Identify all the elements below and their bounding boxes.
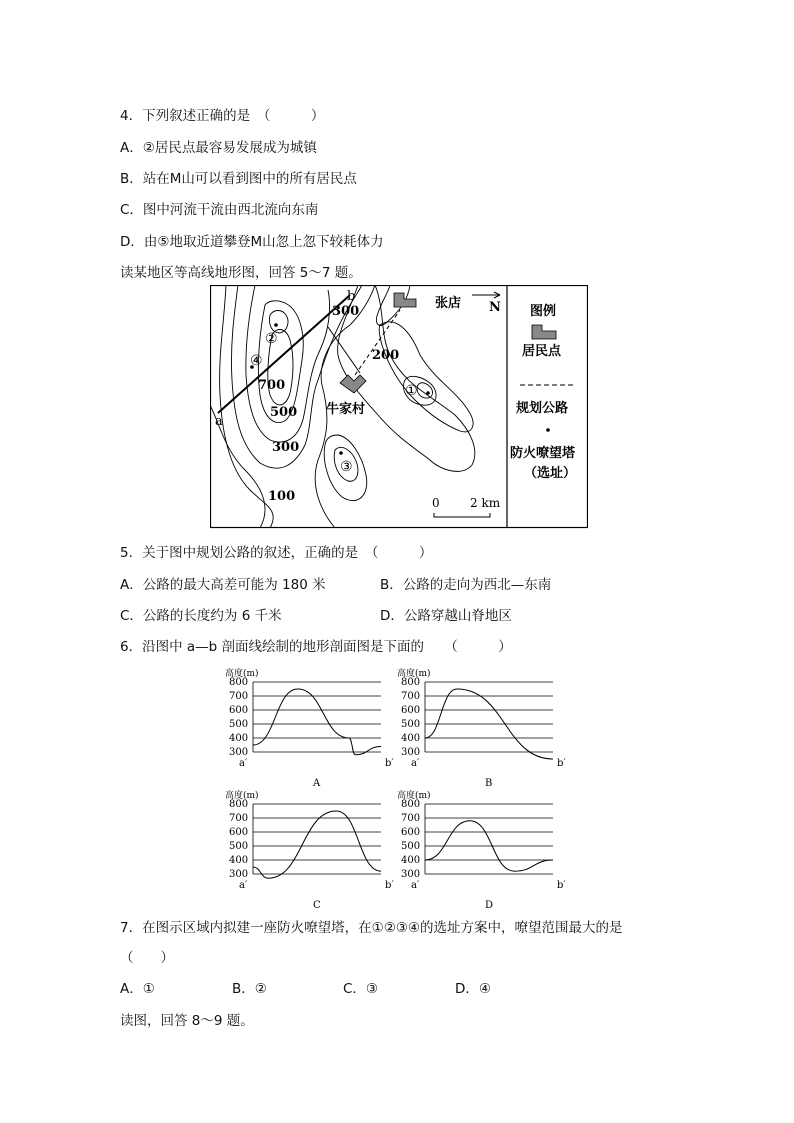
profile-b-line (425, 689, 553, 759)
legend-tower-label-2: （选址） (524, 466, 577, 481)
profile-c-ytick: 800 (229, 799, 249, 810)
q4-option-a: A．②居民点最容易发展成为城镇 (120, 140, 317, 156)
legend-tower-icon (546, 428, 550, 432)
profile-c-ytick: 300 (229, 869, 249, 880)
profile-c-start-label: a′ (239, 880, 248, 891)
profile-a-ylabel: 高度(m) (225, 669, 259, 679)
q4-option-b: B．站在M山可以看到图中的所有居民点 (120, 171, 357, 187)
profile-d-name: D (485, 900, 494, 911)
profile-b-ytick: 800 (401, 677, 421, 688)
profile-a-name: A (313, 778, 321, 789)
label-site-2: ② (265, 331, 278, 347)
q4-option-d: D．由⑤地取近道攀登M山忽上忽下较耗体力 (120, 234, 384, 250)
profile-c-ytick: 500 (229, 841, 249, 852)
intro-5-7: 读某地区等高线地形图，回答 5～7 题。 (120, 265, 362, 281)
profile-c-ytick: 700 (229, 813, 249, 824)
profile-c-line (253, 811, 381, 878)
profile-c-name: C (313, 900, 321, 911)
q5-option-d: D．公路穿越山脊地区 (380, 608, 512, 624)
q4-stem: 4．下列叙述正确的是 （ ） (120, 108, 325, 124)
profile-c-ylabel: 高度(m) (225, 791, 259, 801)
q5-option-c: C．公路的长度约为 6 千米 (120, 608, 282, 624)
profile-a-ytick: 600 (229, 705, 249, 716)
profile-d-ytick: 600 (401, 827, 421, 838)
label-300: 300 (272, 440, 300, 455)
label-300-top: 300 (332, 304, 360, 319)
profile-d-start-label: a′ (411, 880, 420, 891)
profile-a-ytick: 700 (229, 691, 249, 702)
profile-a-end-label: b′ (385, 758, 394, 769)
q7-option-c: C．③ (343, 981, 379, 997)
label-niujiacun: 牛家村 (326, 402, 366, 417)
profile-c-ytick: 600 (229, 827, 249, 838)
profile-d-ylabel: 高度(m) (397, 791, 431, 801)
label-700: 700 (258, 378, 286, 393)
label-site-1: ① (405, 383, 418, 399)
profile-c-end-label: b′ (385, 880, 394, 891)
site-1-dot (426, 391, 430, 395)
profile-b-ytick: 500 (401, 719, 421, 730)
legend-road-label: 规划公路 (516, 401, 569, 416)
q7-paren: （ ） (120, 950, 174, 966)
profile-d-ytick: 300 (401, 869, 421, 880)
label-site-4: ④ (250, 353, 263, 369)
profile-a-ytick: 500 (229, 719, 249, 730)
q7-stem: 7．在图示区域内拟建一座防火嘹望塔，在①②③④的选址方案中，嘹望范围最大的是 (120, 920, 623, 936)
label-200: 200 (372, 348, 400, 363)
profile-d-ytick: 800 (401, 799, 421, 810)
label-500: 500 (270, 405, 298, 420)
profile-d-end-label: b′ (557, 880, 566, 891)
label-site-3: ③ (340, 459, 353, 475)
scale-2km: 2 km (470, 496, 501, 510)
label-north: N (489, 300, 501, 315)
profile-b-start-label: a′ (411, 758, 420, 769)
q6-stem: 6．沿图中 a—b 剖面线绘制的地形剖面图是下面的 （ ） (120, 639, 512, 655)
profile-a-ytick: 800 (229, 677, 249, 688)
profile-d-ytick: 700 (401, 813, 421, 824)
profile-b-ytick: 400 (401, 733, 421, 744)
scale-zero: 0 (432, 496, 440, 510)
site-2-dot (274, 323, 278, 327)
profile-b-ytick: 300 (401, 747, 421, 758)
site-3-dot (339, 451, 343, 455)
label-100: 100 (268, 489, 296, 504)
profile-a-line (253, 689, 381, 755)
q4-option-c: C．图中河流干流由西北流向东南 (120, 202, 319, 218)
q5-option-a: A．公路的最大高差可能为 180 米 (120, 577, 326, 593)
profile-a-ytick: 300 (229, 747, 249, 758)
profile-b-ytick: 600 (401, 705, 421, 716)
profile-c-ytick: 400 (229, 855, 249, 866)
q5-option-b: B．公路的走向为西北—东南 (380, 577, 552, 593)
profile-b-ytick: 700 (401, 691, 421, 702)
profile-d-ytick: 500 (401, 841, 421, 852)
profile-a-ytick: 400 (229, 733, 249, 744)
profile-d-line (425, 821, 553, 871)
legend-tower-label-1: 防火嘹望塔 (510, 446, 576, 461)
profile-b-ylabel: 高度(m) (397, 669, 431, 679)
intro-8-9: 读图，回答 8～9 题。 (120, 1013, 254, 1029)
q7-option-d: D．④ (455, 981, 491, 997)
q7-option-b: B．② (232, 981, 267, 997)
label-a: a (215, 414, 223, 429)
label-zhangdian: 张店 (435, 296, 462, 311)
legend-title: 图例 (530, 304, 557, 319)
profile-b-end-label: b′ (557, 758, 566, 769)
profile-d-ytick: 400 (401, 855, 421, 866)
label-b: b (347, 289, 356, 304)
q7-option-a: A．① (120, 981, 155, 997)
q5-stem: 5．关于图中规划公路的叙述，正确的是 （ ） (120, 545, 433, 561)
profile-a-start-label: a′ (239, 758, 248, 769)
legend-settlement-label: 居民点 (522, 344, 562, 359)
contour-map (210, 285, 588, 529)
profile-b-name: B (485, 778, 493, 789)
